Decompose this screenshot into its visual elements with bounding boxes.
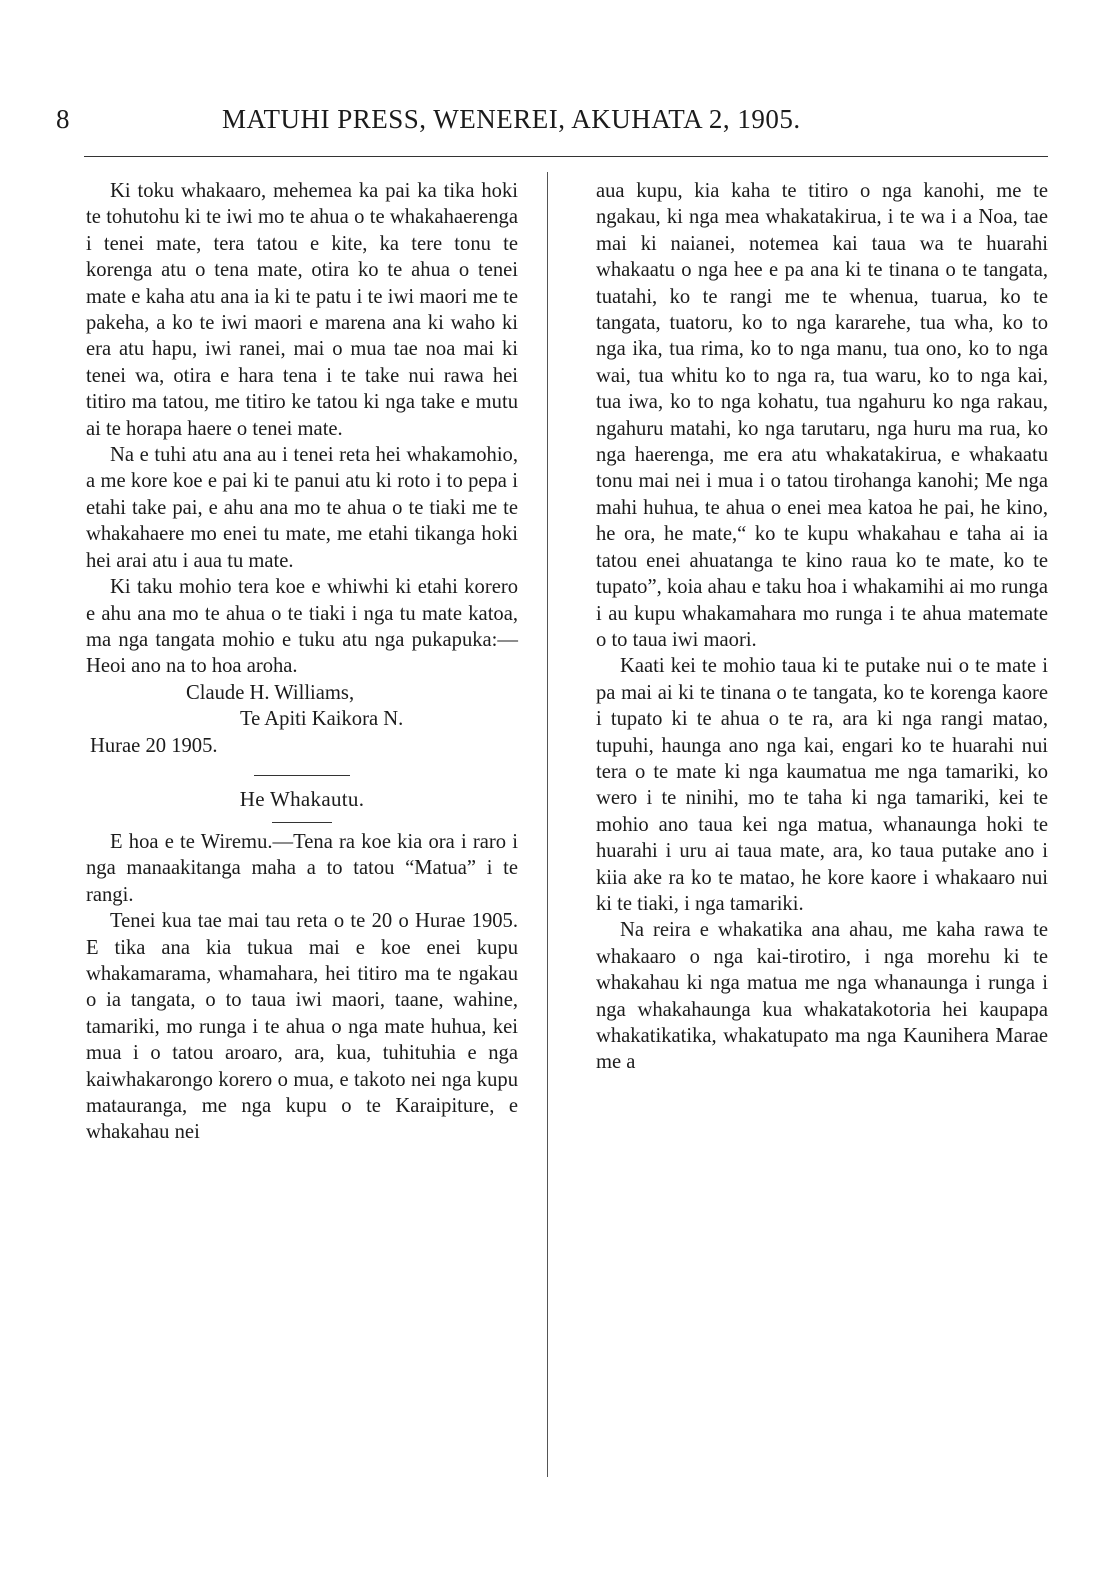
section-rule-bottom [272, 822, 332, 823]
letter-paragraph-2: Na e tuhi atu ana au i tenei reta hei whakamohio, a me kore koe e pai ki te panui atu ki roto i to pepa i etahi take pai, e ahu ana mo te ahua o te tiaki me te whakahaere mo enei tu mate, me etahi tikanga hoki hei arai atu i aua tu mate. [86, 444, 518, 572]
section-heading: He Whakautu. [239, 786, 365, 811]
reply-paragraph-1: E hoa e te Wiremu.—Tena ra koe kia ora i raro i nga manaakitanga maha a to tatou “Matua” i te rangi. [86, 830, 518, 906]
left-column [86, 178, 518, 1146]
reply-paragraph-2: Tenei kua tae mai tau reta o te 20 o Hurae 1905. E tika ana kia tukua mai e koe enei kupu whakamarama, whamahara, hei titiro ma te ngakau o ia tangata, o to taua iwi maori, taane, wahine, tamariki, mo runga i te ahua o nga mate huhua, kei mua i o tatou aroaro, ara, kua, tuhituhia e nga kaiwhakarongo korero o mua, e takoto nei nga kupu matauranga, me nga kupu o te Karaipiture, e whakahau nei [86, 910, 518, 1144]
right-paragraph-3: Na reira e whakatika ana ahau, me kaha rawa te whakaaro o nga kai-tirotiro, i nga morehu ki te whakahau ki nga matua me nga whanaunga i runga i nga whakahaunga kua whakatakotoria hei kaupapa whakatikatika, whakatupato ma nga Kaunihera Marae me a [596, 919, 1048, 1074]
section-rule-top [254, 775, 350, 776]
column-divider [547, 172, 548, 1477]
letter-paragraph-3: Ki taku mohio tera koe e whiwhi ki etahi korero e ahu ana mo te ahua o te tiaki i nga tu mate katoa, ma nga tangata mohio e tuku atu nga pukapuka:—Heoi ano na to hoa aroha. [86, 576, 518, 678]
right-paragraph-2: Kaati kei te mohio taua ki te putake nui o te mate i pa mai ai ki te tinana o te tangata, ko te korenga kaore i tupato ki te ahua o te ra, ara ki nga rangi matao, tupuhi, haunga ano nga kai, engari ko te huarahi nui tera o te mate ki nga kaumatua me nga tamariki, ko wero i te ninihi, mo te taha ki nga tamariki, kei te mohio ano taua kei nga matua, whanaunga hoki te huarahi i uru ai taua mate, ara, ko taua putake ano i kiia ake ra ko te matao, he kore kaore i whakaaro nui ki te tiaki, i nga tamariki. [596, 655, 1048, 915]
page-number: 8 [56, 104, 70, 134]
right-column [596, 178, 1048, 1076]
letter-paragraph-1: Ki toku whakaaro, mehemea ka pai ka tika hoki te tohutohu ki te iwi mo te ahua o te whakahaerenga i tenei mate, tera tatou e kite, ka tere tonu te korenga atu o tena mate, otira ko te ahua o tenei mate e kaha atu ana ia ki te patu i te iwi maori me te pakeha, a ko te iwi maori e marena ana ki waho ki era atu hapu, iwi ranei, mai o mua tae noa mai ki tenei wa, otira e hara tena i te take nui rawa hei titiro ma tatou, me titiro ke tatou ki nga take e mutu ai te horapa haere o tenei mate. [86, 180, 518, 440]
running-head-title: MATUHI PRESS, WENEREI, AKUHATA 2, 1905. [222, 104, 801, 134]
header-rule [84, 156, 1048, 157]
signature-name: Claude H. Williams, [186, 681, 355, 704]
continued-paragraph: aua kupu, kia kaha te titiro o nga kanohi, me te ngakau, ki nga mea whakatakirua, i te wa i a Noa, tae mai ki naianei, notemea kai taua wa te huarahi whakaatu o nga hee e pa ana ki te tinana o te tangata, tuatahi, ko te rangi me te whenua, tuarua, ko te tangata, tuatoru, ko to nga kararehe, tua wha, ko to nga ika, tua rima, ko to nga manu, tua ono, ko to nga wai, tua whitu ko to nga ra, tua waru, ko to nga kai, tua iwa, ko to nga kohatu, tua ngahuru ko nga rakau, ngahuru matahi, ko nga tarutaru, nga huru ma rua, ko nga haerenga, me era atu whakatakirua, e whakaatu tonu mai nei i mua i o tatou tirohanga kanohi; Me nga mahi huhua, te ahua o enei mea katoa he pai, he kino, he ora, he mate,“ ko te kupu whakahau e taha ai ia tatou enei ahuatanga te kino raua ko te mate, ko te tupato”, koia ahau e taku hoa i whakamihi ai mo runga i au kupu whakamahara mo runga i te ahua matemate o to taua iwi maori. [596, 180, 1048, 651]
signature-place: Te Apiti Kaikora N. [240, 708, 404, 731]
signature-date: Hurae 20 1905. [90, 734, 218, 757]
